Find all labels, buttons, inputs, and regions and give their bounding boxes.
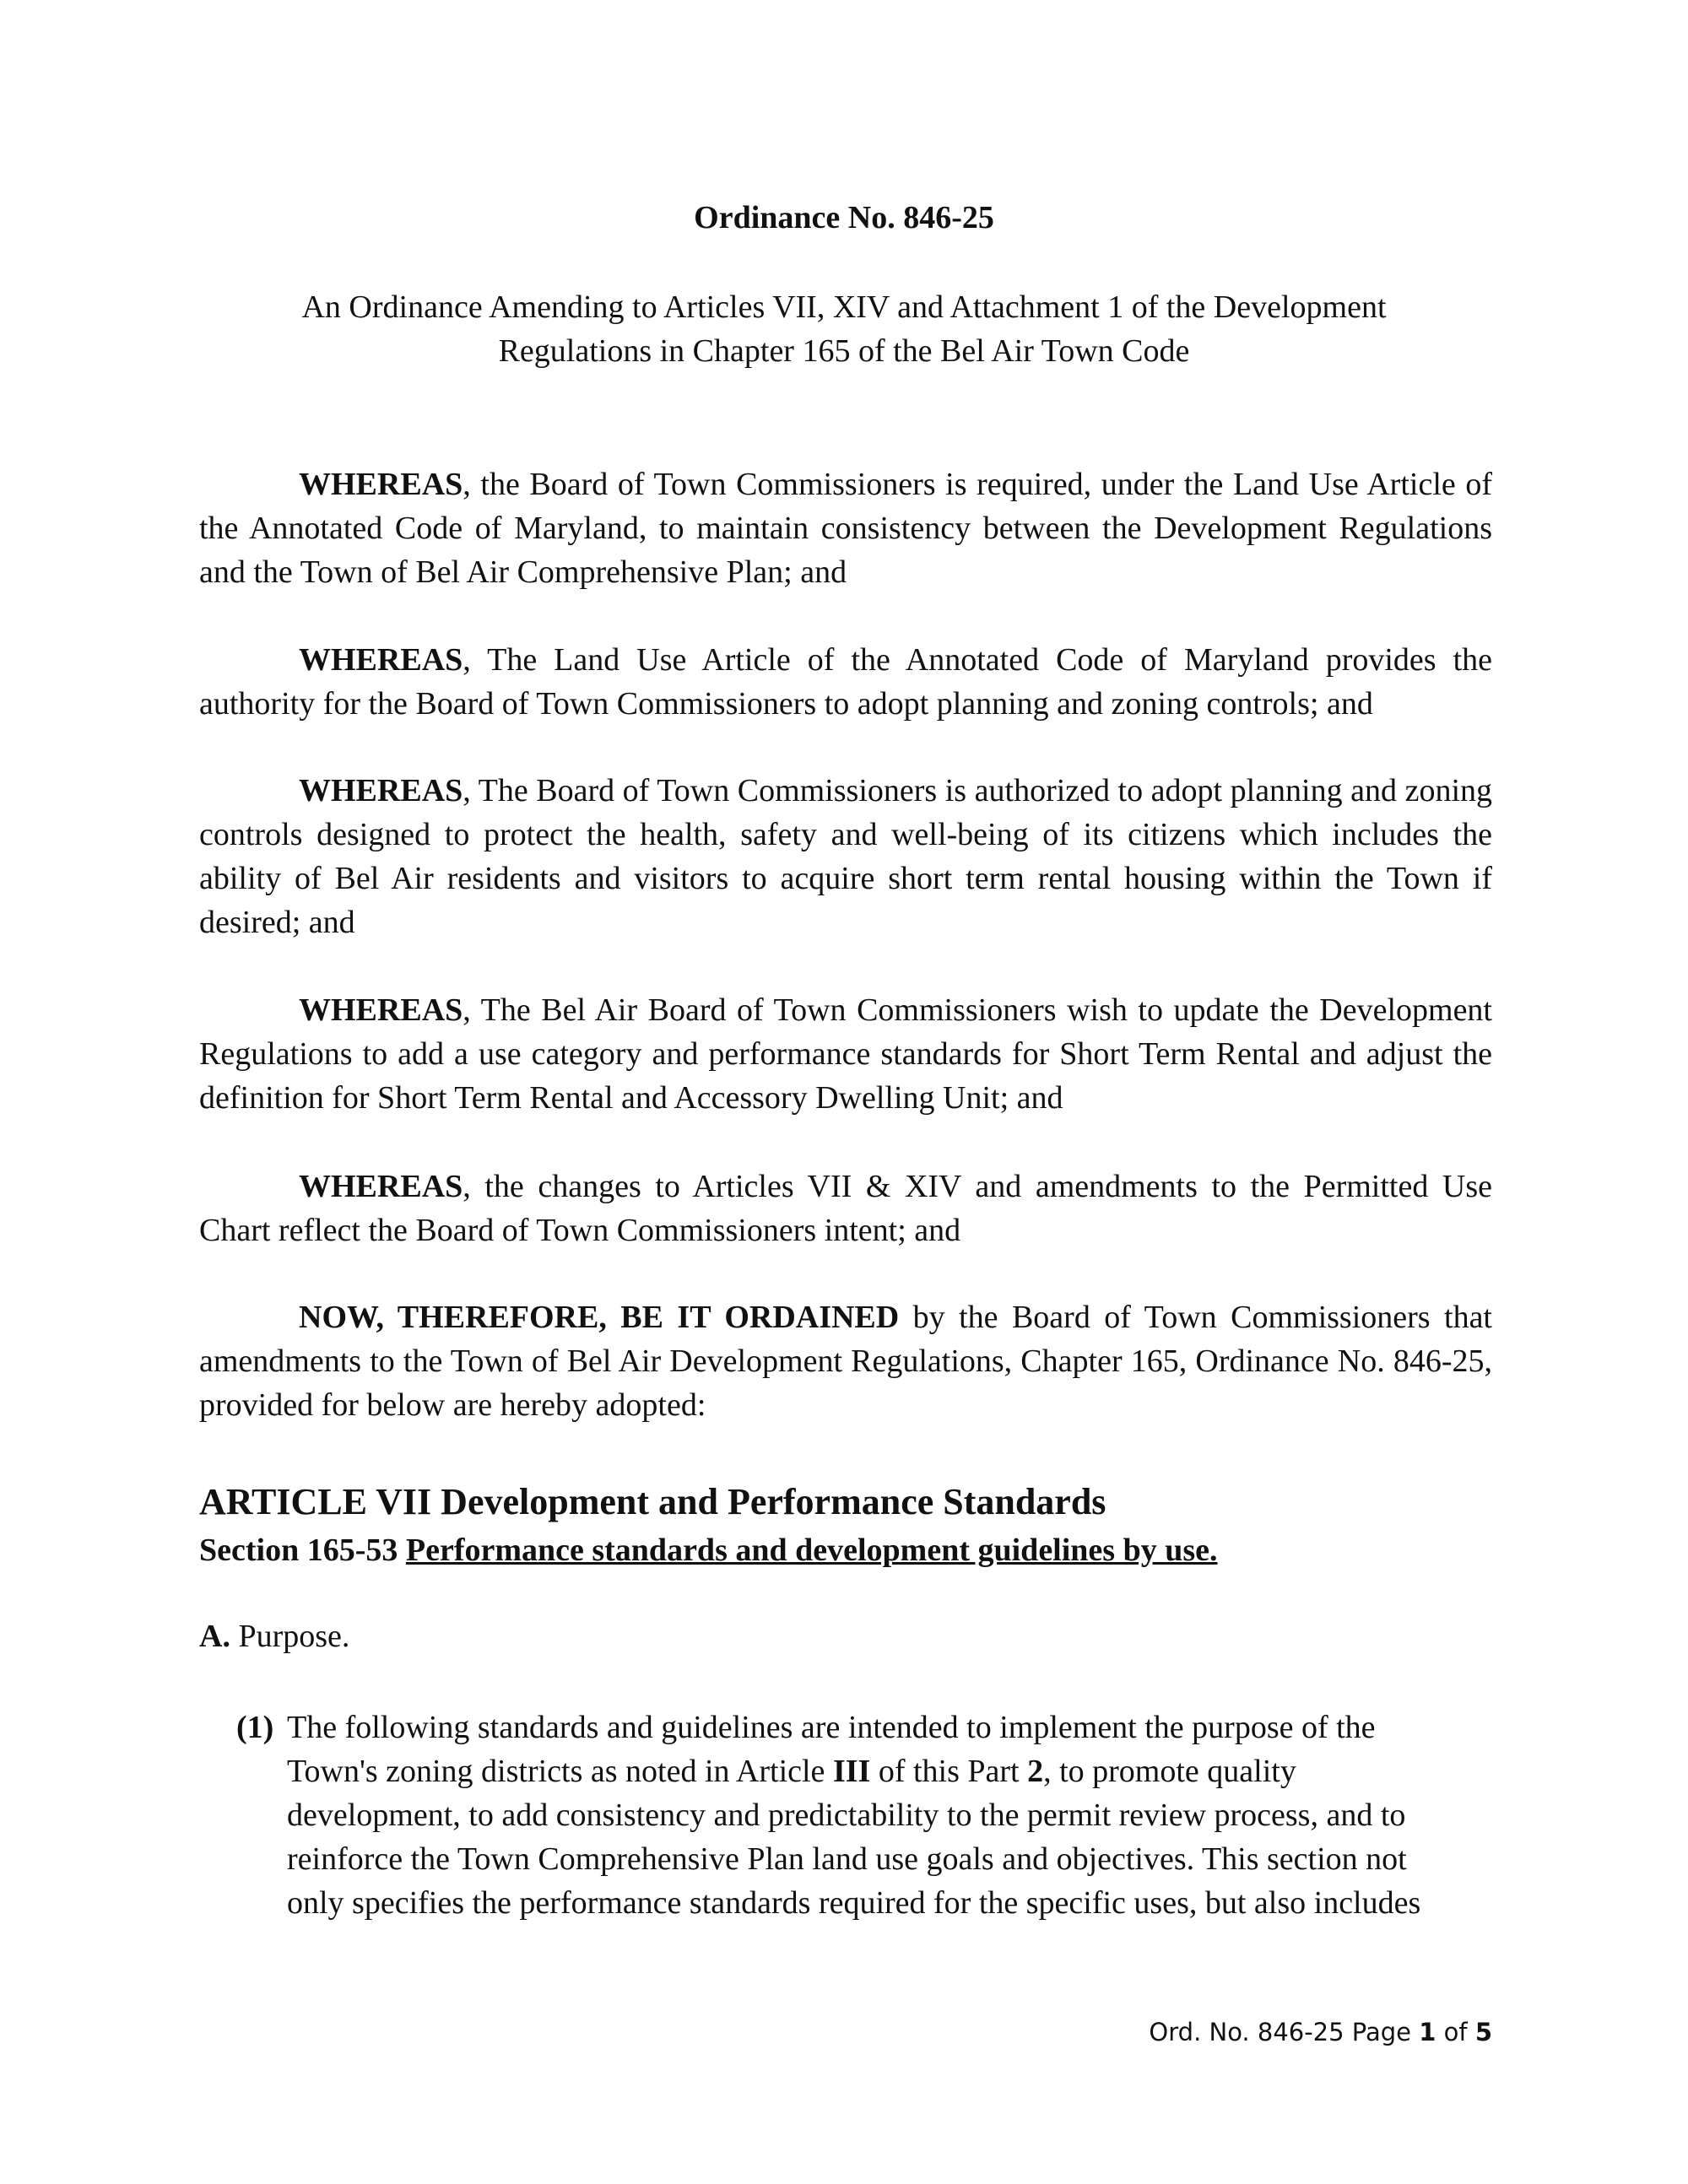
recital-paragraph xyxy=(199,638,1492,726)
recital-text: , The Bel Air Board of Town Commissioners wish to update the Development Regulations to add a use category and performance standards for Short Term Rental and adjust the definition for Short Term Rental and Accessory Dwelling Unit; and xyxy=(199,992,1492,1116)
footer-page-number: 1 xyxy=(1419,2018,1436,2046)
recital-text: , The Board of Town Commissioners is authorized to adopt planning and zoning controls designed to protect the health, safety and well-being of its citizens which includes the ability of Bel Air residents and visitors to acquire short term rental housing within the Town if desired; and xyxy=(199,773,1492,940)
recital-lead: WHEREAS xyxy=(299,467,463,502)
footer-prefix: Ord. No. 846-25 Page xyxy=(1149,2018,1420,2046)
page-footer xyxy=(1149,2018,1492,2046)
footer-of: of xyxy=(1436,2018,1475,2046)
item-text-bold: 2 xyxy=(1027,1754,1044,1789)
document-title: Ordinance No. 846-25 xyxy=(694,200,994,235)
item-text-part: of this Part xyxy=(870,1754,1028,1789)
section-heading xyxy=(199,1532,1218,1569)
recital-lead: WHEREAS xyxy=(299,992,463,1028)
article-heading: ARTICLE VII Development and Performance Standards xyxy=(199,1481,1106,1522)
recital-lead: WHEREAS xyxy=(299,773,463,808)
subsection-label: A. xyxy=(199,1619,230,1654)
document-subtitle-line-2: Regulations in Chapter 165 of the Bel Air Town Code xyxy=(498,333,1190,369)
section-title: Performance standards and development guidelines by use. xyxy=(405,1533,1218,1568)
item-text-bold: III xyxy=(832,1754,871,1789)
subsection-purpose xyxy=(199,1618,349,1655)
recital-paragraph xyxy=(199,1165,1492,1252)
item-text xyxy=(287,1706,1469,1925)
ordaining-text: by the Board of Town Commissioners that amendments to the Town of Bel Air Development Regulations, Chapter 165, Ordinance No. 846-25, provided for below are hereby adopted: xyxy=(199,1300,1492,1423)
ordaining-lead: NOW, THEREFORE, BE IT ORDAINED xyxy=(299,1300,900,1335)
recital-paragraph xyxy=(199,769,1492,944)
ordaining-paragraph xyxy=(199,1295,1492,1427)
recital-text: , the Board of Town Commissioners is required, under the Land Use Article of the Annotated Code of Maryland, to maintain consistency between the Development Regulations and the Town of Bel Air Comprehensive Plan; and xyxy=(199,467,1492,590)
recital-paragraph xyxy=(199,988,1492,1120)
recital-text: , the changes to Articles VII & XIV and amendments to the Permitted Use Chart reflect the Board of Town Commissioners intent; and xyxy=(199,1169,1492,1248)
item-number: (1) xyxy=(236,1710,274,1745)
section-number: Section 165-53 xyxy=(199,1533,406,1568)
recital-paragraph xyxy=(199,462,1492,594)
subsection-text: Purpose. xyxy=(230,1619,350,1654)
recital-lead: WHEREAS xyxy=(299,642,463,678)
item-text-part: The following standards and guidelines are intended to implement the purpose of the Town's zoning districts as noted in Article xyxy=(287,1710,1376,1789)
item-text-part: , to promote quality development, to add consistency and predictability to the permit review process, and to reinforce the Town Comprehensive Plan land use goals and objectives. This section not only specifies the performance standards required for the specific uses, but also includes xyxy=(287,1754,1421,1921)
document-subtitle-line-1: An Ordinance Amending to Articles VII, XIV and Attachment 1 of the Development xyxy=(301,289,1387,325)
footer-page-total: 5 xyxy=(1474,2018,1492,2046)
recital-lead: WHEREAS xyxy=(299,1169,463,1204)
recital-text: , The Land Use Article of the Annotated Code of Maryland provides the authority for the Board of Town Commissioners to adopt planning and zoning controls; and xyxy=(199,642,1492,722)
